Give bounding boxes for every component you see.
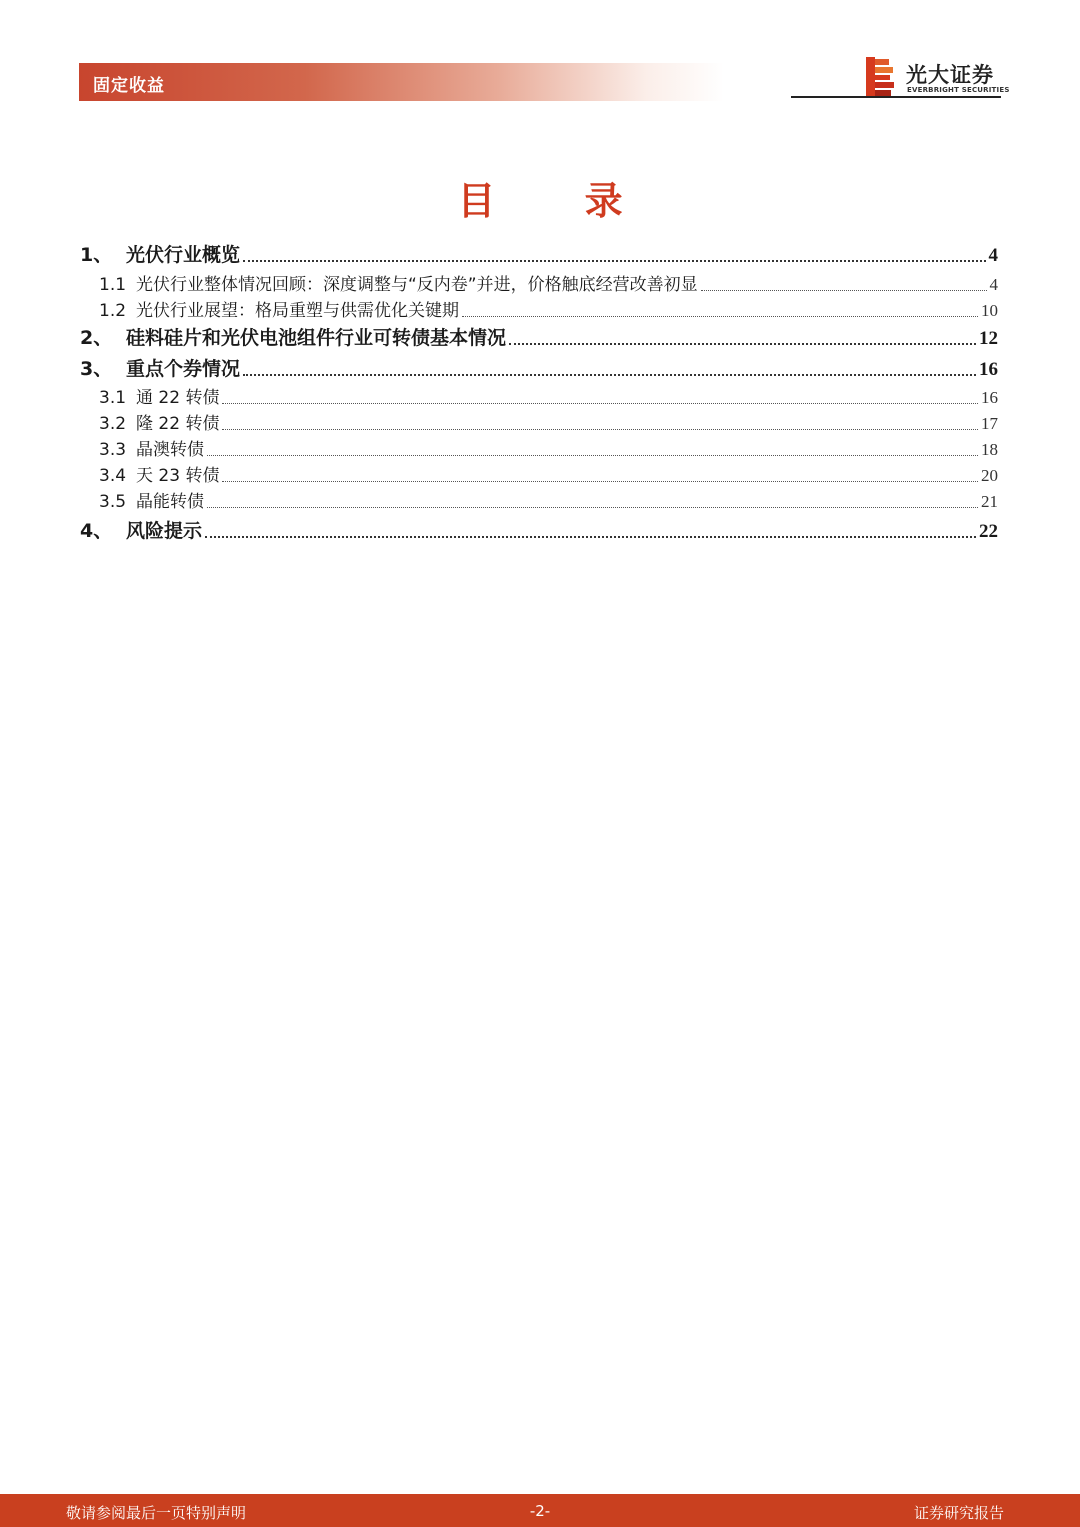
toc-entry-number: 2、 bbox=[80, 327, 113, 349]
toc-entry-text: 晶能转债 bbox=[136, 492, 204, 512]
toc-entry[interactable] bbox=[80, 296, 998, 321]
toc-entry-text: 通 22 转债 bbox=[136, 388, 220, 408]
toc-entry-text: 晶澳转债 bbox=[136, 440, 204, 460]
dot-leader bbox=[701, 290, 987, 291]
toc-title: 目 录 bbox=[457, 179, 661, 223]
toc-entry-text: 光伏行业整体情况回顾：深度调整与“反内卷”并进，价格触底经营改善初显 bbox=[136, 275, 698, 295]
toc-entry[interactable] bbox=[80, 461, 998, 486]
section-label: 固定收益 bbox=[93, 76, 165, 96]
toc-entry-number: 4、 bbox=[80, 520, 113, 542]
toc-entry[interactable] bbox=[80, 323, 998, 350]
toc-entry-number: 3.2 bbox=[99, 414, 127, 434]
dot-leader bbox=[243, 260, 985, 262]
toc-entry-text: 硅料硅片和光伏电池组件行业可转债基本情况 bbox=[126, 327, 507, 349]
toc-entry-text: 风险提示 bbox=[126, 520, 203, 542]
toc-entry-number: 1.1 bbox=[99, 275, 127, 295]
dot-leader bbox=[205, 536, 976, 538]
dot-leader bbox=[243, 374, 976, 376]
toc-entry[interactable] bbox=[80, 240, 998, 267]
section-header-band bbox=[79, 63, 724, 101]
company-logo bbox=[866, 57, 1010, 99]
toc-entry[interactable] bbox=[80, 435, 998, 460]
toc-entry-number: 3.4 bbox=[99, 466, 127, 486]
logo-chinese-name: 光大证券 bbox=[906, 63, 994, 87]
toc-entry[interactable] bbox=[80, 270, 998, 295]
page-footer bbox=[0, 1494, 1080, 1527]
toc-entry-page: 4 bbox=[988, 245, 998, 266]
toc-entry[interactable] bbox=[80, 354, 998, 381]
toc-entry-text: 光伏行业概览 bbox=[126, 244, 241, 266]
toc-entry-text: 重点个券情况 bbox=[126, 358, 241, 380]
toc-entry-page: 21 bbox=[981, 492, 998, 511]
toc-entry-number: 3.3 bbox=[99, 440, 127, 460]
toc-entry-number: 3.5 bbox=[99, 492, 127, 512]
dot-leader bbox=[462, 316, 978, 317]
footer-page-number: -2- bbox=[529, 1502, 551, 1520]
dot-leader bbox=[207, 455, 978, 456]
toc-entry-text: 天 23 转债 bbox=[136, 466, 220, 486]
toc-entry-number: 1、 bbox=[80, 244, 113, 266]
toc-entry-page: 22 bbox=[979, 521, 998, 542]
dot-leader bbox=[222, 481, 978, 482]
toc-entry[interactable] bbox=[80, 409, 998, 434]
dot-leader bbox=[207, 507, 978, 508]
toc-entry-page: 12 bbox=[979, 328, 998, 349]
toc-entry-number: 3.1 bbox=[99, 388, 127, 408]
toc-entry[interactable] bbox=[80, 383, 998, 408]
toc-entry-number: 1.2 bbox=[99, 301, 127, 321]
toc-entry-page: 16 bbox=[981, 388, 998, 407]
toc-entry-page: 17 bbox=[981, 414, 998, 433]
toc-entry-page: 16 bbox=[979, 359, 998, 380]
toc-entry-text: 光伏行业展望：格局重塑与供需优化关键期 bbox=[136, 301, 459, 321]
dot-leader bbox=[509, 343, 976, 345]
toc-entry-page: 4 bbox=[989, 275, 998, 294]
toc-entry[interactable] bbox=[80, 487, 998, 512]
dot-leader bbox=[222, 429, 978, 430]
toc-entry-page: 10 bbox=[981, 301, 998, 320]
toc-entry[interactable] bbox=[80, 516, 998, 543]
toc-entry-page: 18 bbox=[981, 440, 998, 459]
toc-entry-page: 20 bbox=[981, 466, 998, 485]
header-divider bbox=[791, 96, 1001, 98]
dot-leader bbox=[222, 403, 978, 404]
toc-entry-number: 3、 bbox=[80, 358, 113, 380]
footer-report-type: 证券研究报告 bbox=[913, 1504, 1004, 1522]
toc-entry-text: 隆 22 转债 bbox=[136, 414, 220, 434]
footer-disclaimer: 敬请参阅最后一页特别声明 bbox=[66, 1504, 247, 1522]
everbright-logo-icon bbox=[866, 57, 896, 97]
logo-english-name: EVERBRIGHT SECURITIES bbox=[907, 86, 1010, 94]
